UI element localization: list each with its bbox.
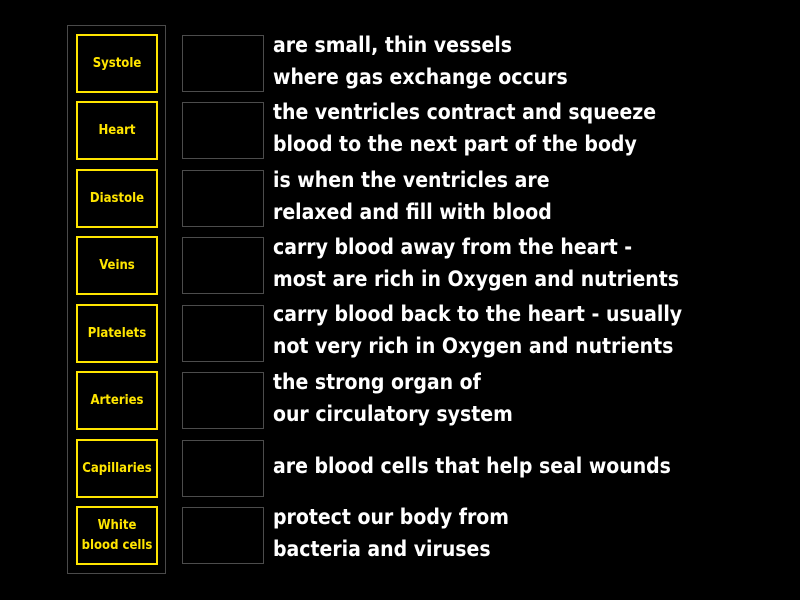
tile-heart[interactable] <box>76 101 158 160</box>
tile-label: Capillaries <box>82 461 152 476</box>
drop-slot-5[interactable] <box>182 305 264 362</box>
definition-line: bacteria and viruses <box>273 537 491 561</box>
definition-7 <box>273 450 793 482</box>
drop-slot-2[interactable] <box>182 102 264 159</box>
tile-arteries[interactable] <box>76 371 158 430</box>
tile-diastole[interactable] <box>76 169 158 228</box>
tile-systole[interactable] <box>76 34 158 93</box>
tile-label: Platelets <box>87 326 147 341</box>
drop-slot-4[interactable] <box>182 237 264 294</box>
definition-line: relaxed and fill with blood <box>273 200 552 224</box>
definition-4 <box>273 231 793 295</box>
definition-line: not very rich in Oxygen and nutrients <box>273 334 674 358</box>
drop-slot-8[interactable] <box>182 507 264 564</box>
tile-label: Arteries <box>90 393 144 408</box>
definition-line: carry blood away from the heart - <box>273 235 633 259</box>
definition-8 <box>273 501 793 565</box>
tile-platelets[interactable] <box>76 304 158 363</box>
drop-slot-6[interactable] <box>182 372 264 429</box>
definition-line: the strong organ of <box>273 370 481 394</box>
definition-5 <box>273 298 793 362</box>
definition-line: blood to the next part of the body <box>273 132 637 156</box>
tile-label-line1: White <box>97 517 137 533</box>
tile-label: Veins <box>99 258 135 273</box>
tile-capillaries[interactable] <box>76 439 158 498</box>
drop-slot-7[interactable] <box>182 440 264 497</box>
definition-line: protect our body from <box>273 505 509 529</box>
tile-label-line2: blood cells <box>81 537 153 553</box>
tile-label: Systole <box>92 56 142 71</box>
definition-line: is when the ventricles are <box>273 168 550 192</box>
definition-line: where gas exchange occurs <box>273 65 568 89</box>
definition-6 <box>273 366 793 430</box>
definition-2 <box>273 96 793 160</box>
definition-line: are blood cells that help seal wounds <box>273 454 671 478</box>
drop-slot-1[interactable] <box>182 35 264 92</box>
definition-1 <box>273 29 793 93</box>
tile-label: Diastole <box>89 191 145 206</box>
definition-line: our circulatory system <box>273 402 513 426</box>
definition-3 <box>273 164 793 228</box>
tile-veins[interactable] <box>76 236 158 295</box>
definition-line: the ventricles contract and squeeze <box>273 100 657 124</box>
tile-white-blood-cells[interactable] <box>76 506 158 565</box>
definition-line: are small, thin vessels <box>273 33 512 57</box>
tile-label: Heart <box>98 123 136 138</box>
definition-line: most are rich in Oxygen and nutrients <box>273 267 679 291</box>
drop-slot-3[interactable] <box>182 170 264 227</box>
definition-line: carry blood back to the heart - usually <box>273 302 683 326</box>
